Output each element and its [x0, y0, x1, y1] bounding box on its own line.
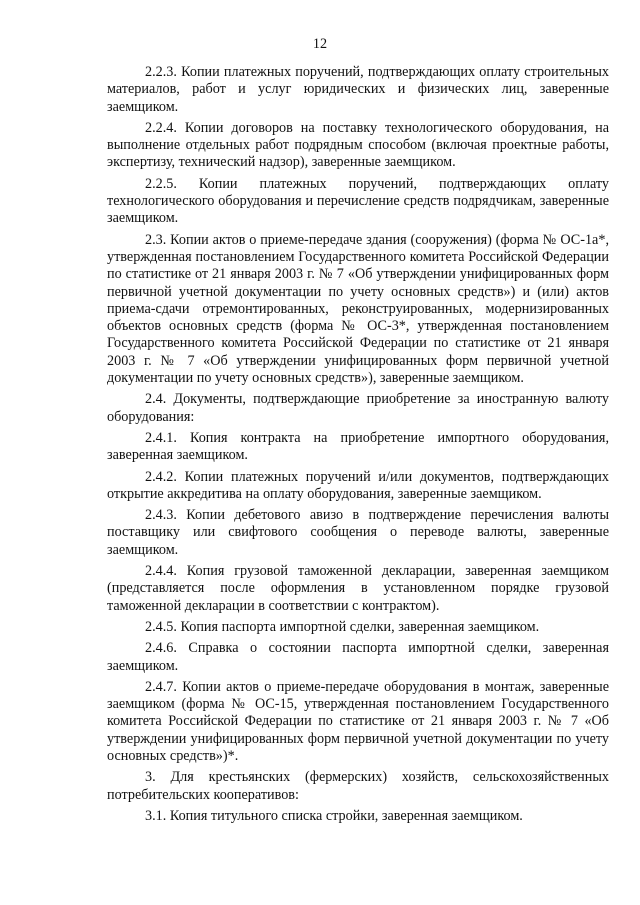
paragraph-3-1: 3.1. Копия титульного списка стройки, заверенная заемщиком. — [145, 807, 523, 824]
paragraph-2-2-3: 2.2.3. Копии платежных поручений, подтверждающих оплату строительных материалов, работ и услуг юридических и физических лиц, заверенные заемщиком. — [107, 64, 609, 115]
paragraph-3: 3. Для крестьянских (фермерских) хозяйств, сельскохозяйственных потребительских кооперативов: — [107, 769, 609, 803]
paragraph-2-4: 2.4. Документы, подтверждающие приобретение за иностранную валюту оборудования: — [107, 391, 609, 425]
paragraph-2-2-4: 2.2.4. Копии договоров на поставку технологического оборудования, на выполнение отдельных работ подрядным способом (включая проектные работы, экспертизу, технический надзор), заверенные заемщиком. — [107, 119, 609, 171]
paragraph-2-3: 2.3. Копии актов о приеме-передаче здания (сооружения) (форма № ОС-1а*, утвержденная постановлением Государственного комитета Российской Федерации по статистике от 21 января 2003 г. № 7 «Об утверждении унифицированных форм первичной учетной документации по учету основных средств») и (или) актов приема-сдачи отремонтированных, реконструированных, модернизированных объектов основных средств (форма № ОС-3*, утвержденная постановлением Государственного комитета Российской Федерации по статистике от 21 января 2003 г. № 7 «Об утверждении унифицированных форм первичной учетной документации по учету основных средств»), заверенные заемщиком. — [107, 231, 609, 387]
paragraph-2-4-1: 2.4.1. Копия контракта на приобретение импортного оборудования, заверенная заемщиком. — [107, 429, 609, 464]
paragraph-2-4-2: 2.4.2. Копии платежных поручений и/или документов, подтверждающих открытие аккредитива на оплату оборудования, заверенные заемщиком. — [107, 468, 609, 502]
paragraph-2-4-3: 2.4.3. Копии дебетового авизо в подтверждение перечисления валюты поставщику или свифтового сообщения о переводе валюты, заверенные заемщиком. — [107, 507, 609, 558]
paragraph-2-4-7: 2.4.7. Копии актов о приеме-передаче оборудования в монтаж, заверенные заемщиком (форма № ОС-15, утвержденная постановлением Государственного комитета Российской Федерации по статистике от 21 января 2003 г. № 7 «Об утверждении унифицированных форм первичной учетной документации по учету основных средств»)*. — [107, 678, 609, 764]
page-number: 12 — [312, 36, 328, 52]
paragraph-2-4-5: 2.4.5. Копия паспорта импортной сделки, заверенная заемщиком. — [145, 618, 540, 635]
paragraph-2-2-5: 2.2.5. Копии платежных поручений, подтверждающих оплату технологического оборудования и перечисление средств подрядчикам, заверенные заемщиком. — [107, 175, 609, 227]
paragraph-2-4-6: 2.4.6. Справка о состоянии паспорта импортной сделки, заверенная заемщиком. — [107, 640, 609, 674]
document-body — [107, 64, 609, 829]
paragraph-2-4-4: 2.4.4. Копия грузовой таможенной декларации, заверенная заемщиком (представляется после оформления в установленном порядке грузовой таможенной декларации в соответствии с контрактом). — [107, 563, 609, 614]
